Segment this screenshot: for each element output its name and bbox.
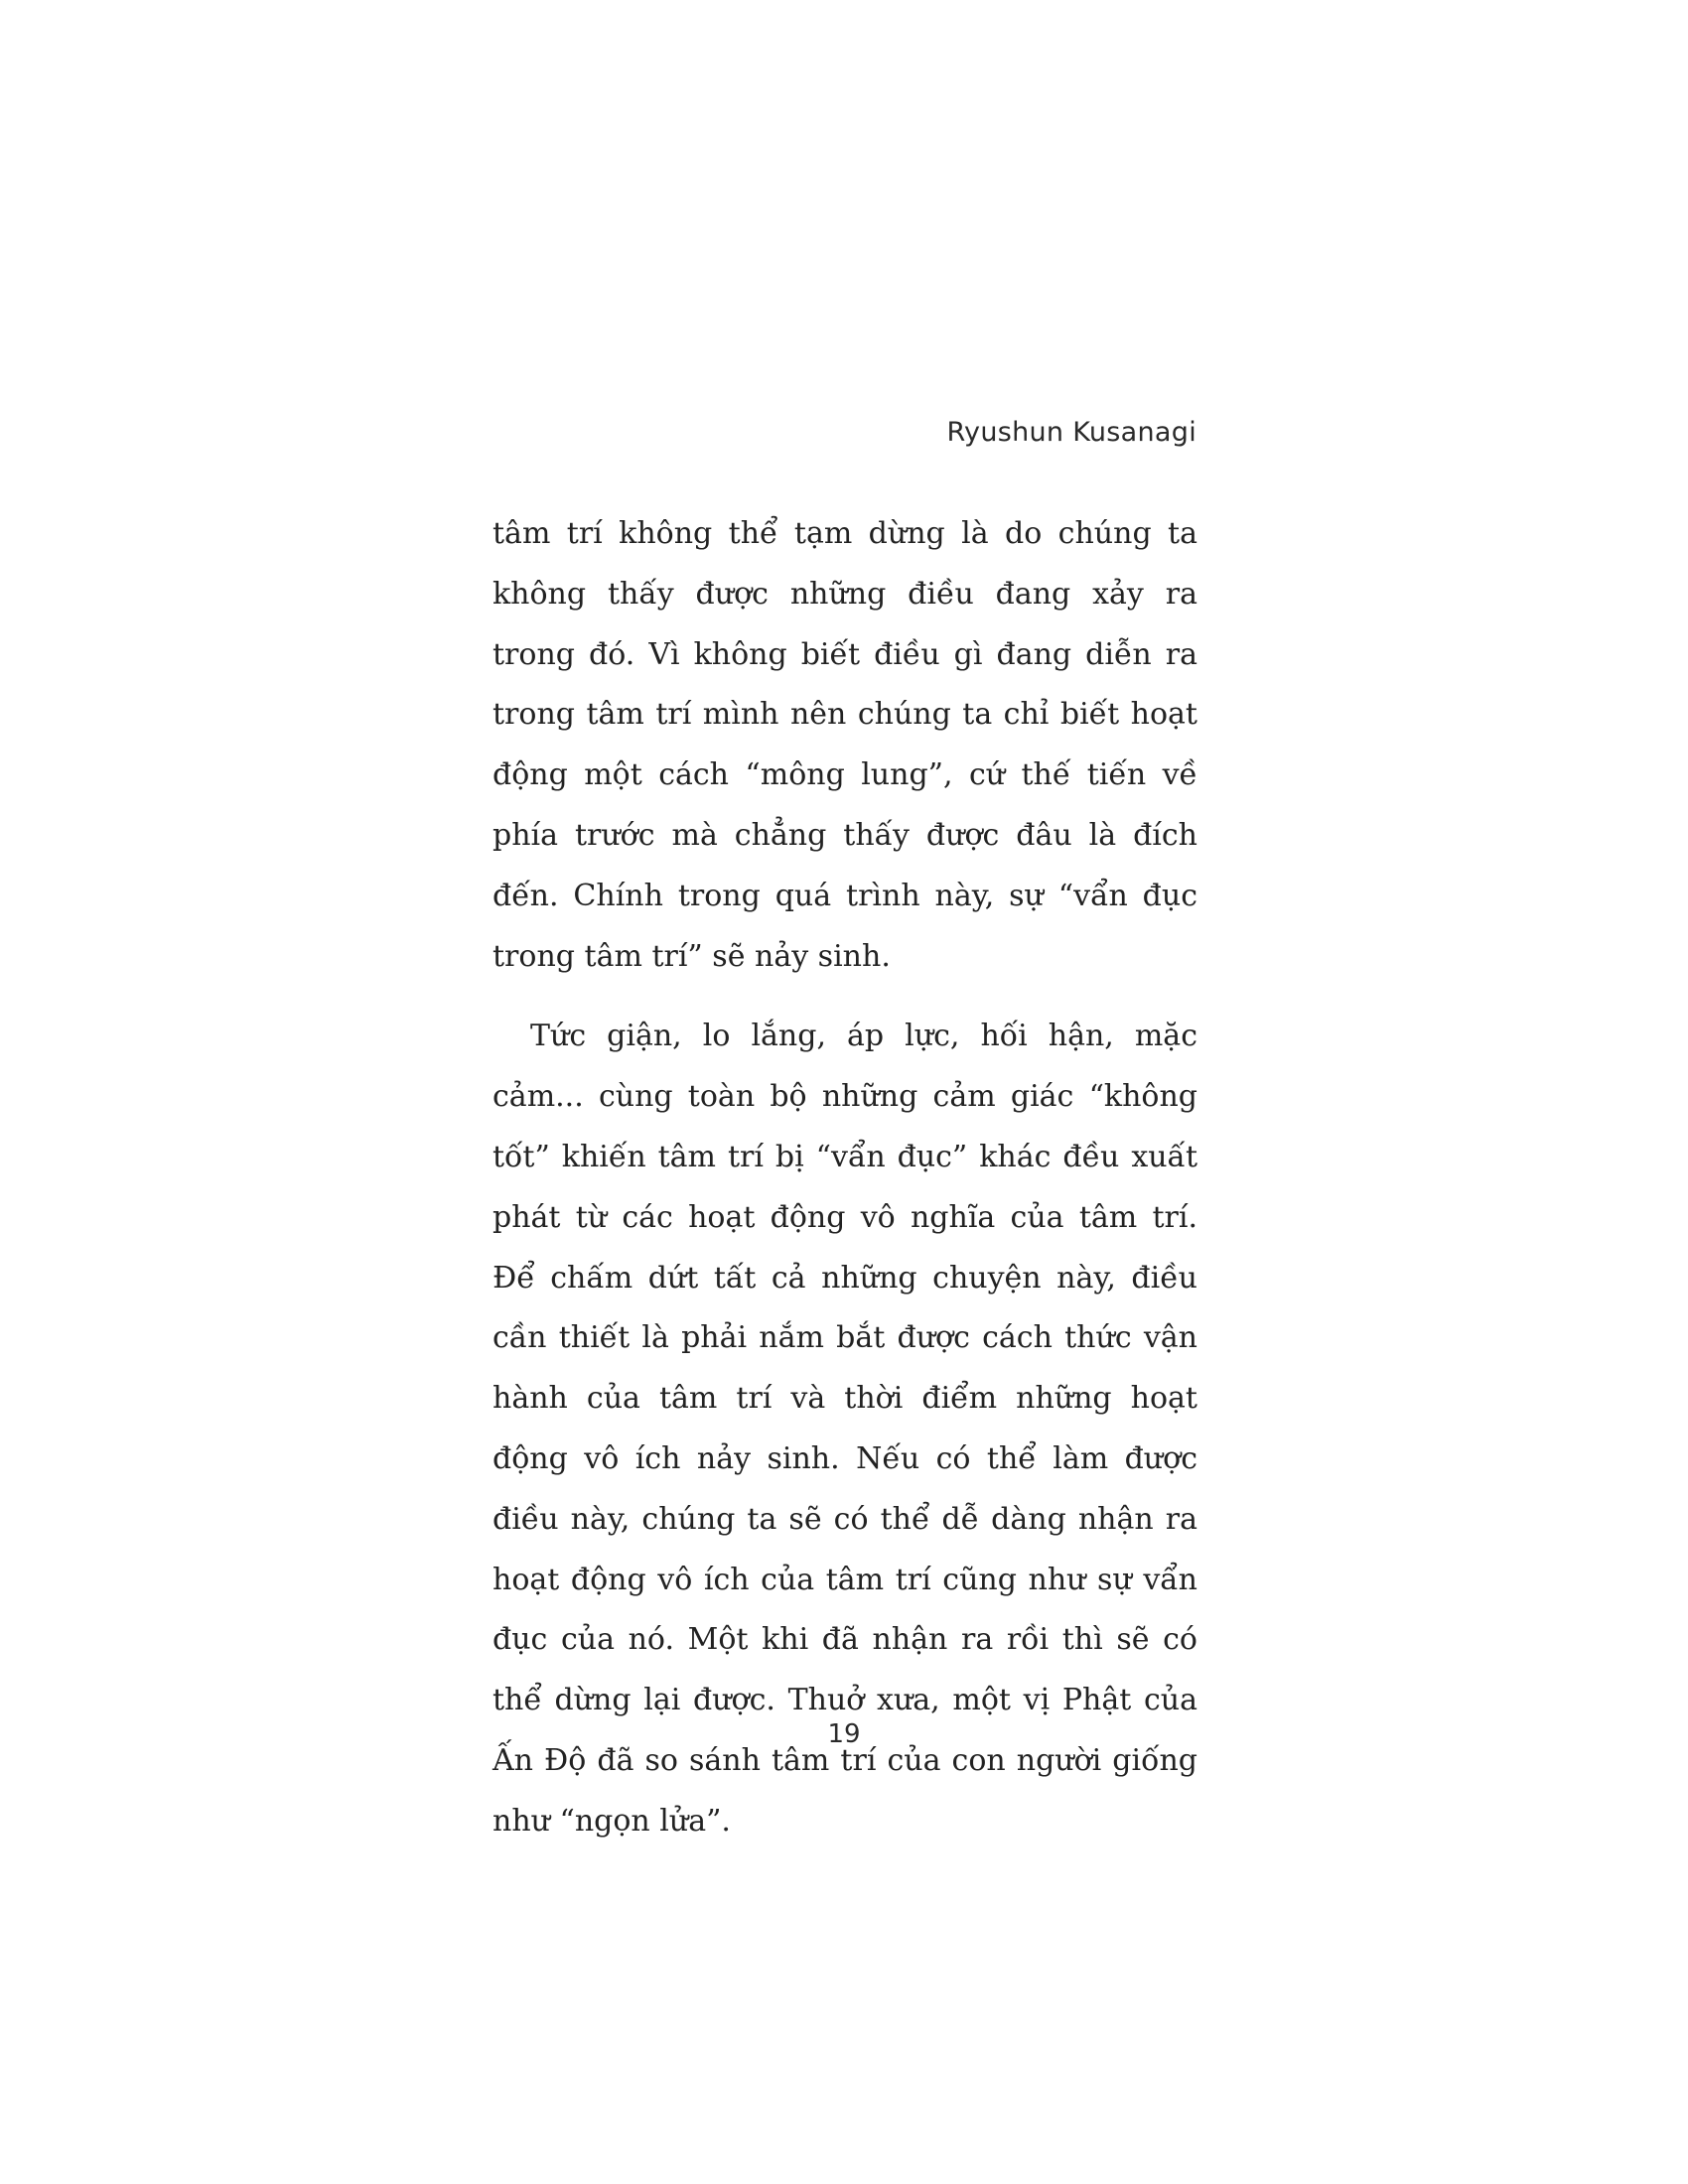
page-number: 19 [827,1719,861,1749]
body-text [492,504,1197,1852]
paragraph-2: Tức giận, lo lắng, áp lực, hối hận, mặc cảm... cùng toàn bộ những cảm giác “không tốt” khiến tâm trí bị “vẩn đục” khác đều xuất phát từ các hoạt động vô nghĩa của tâm trí. Để chấm dứt tất cả những chuyện này, điều cần thiết là phải nắm bắt được cách thức vận hành của tâm trí và thời điểm những hoạt động vô ích nảy sinh. Nếu có thể làm được điều này, chúng ta sẽ có thể dễ dàng nhận ra hoạt động vô ích của tâm trí cũng như sự vẩn đục của nó. Một khi đã nhận ra rồi thì sẽ có thể dừng lại được. Thuở xưa, một vị Phật của Ấn Độ đã so sánh tâm trí của con người giống như “ngọn lửa”. [492,1019,1197,1839]
running-header-author: Ryushun Kusanagi [946,417,1196,448]
paragraph-1: tâm trí không thể tạm dừng là do chúng ta không thấy được những điều đang xảy ra trong đó. Vì không biết điều gì đang diễn ra trong tâm trí mình nên chúng ta chỉ biết hoạt động một cách “mông lung”, cứ thế tiến về phía trước mà chẳng thấy được đâu là đích đến. Chính trong quá trình này, sự “vẩn đục trong tâm trí” sẽ nảy sinh. [492,516,1197,974]
